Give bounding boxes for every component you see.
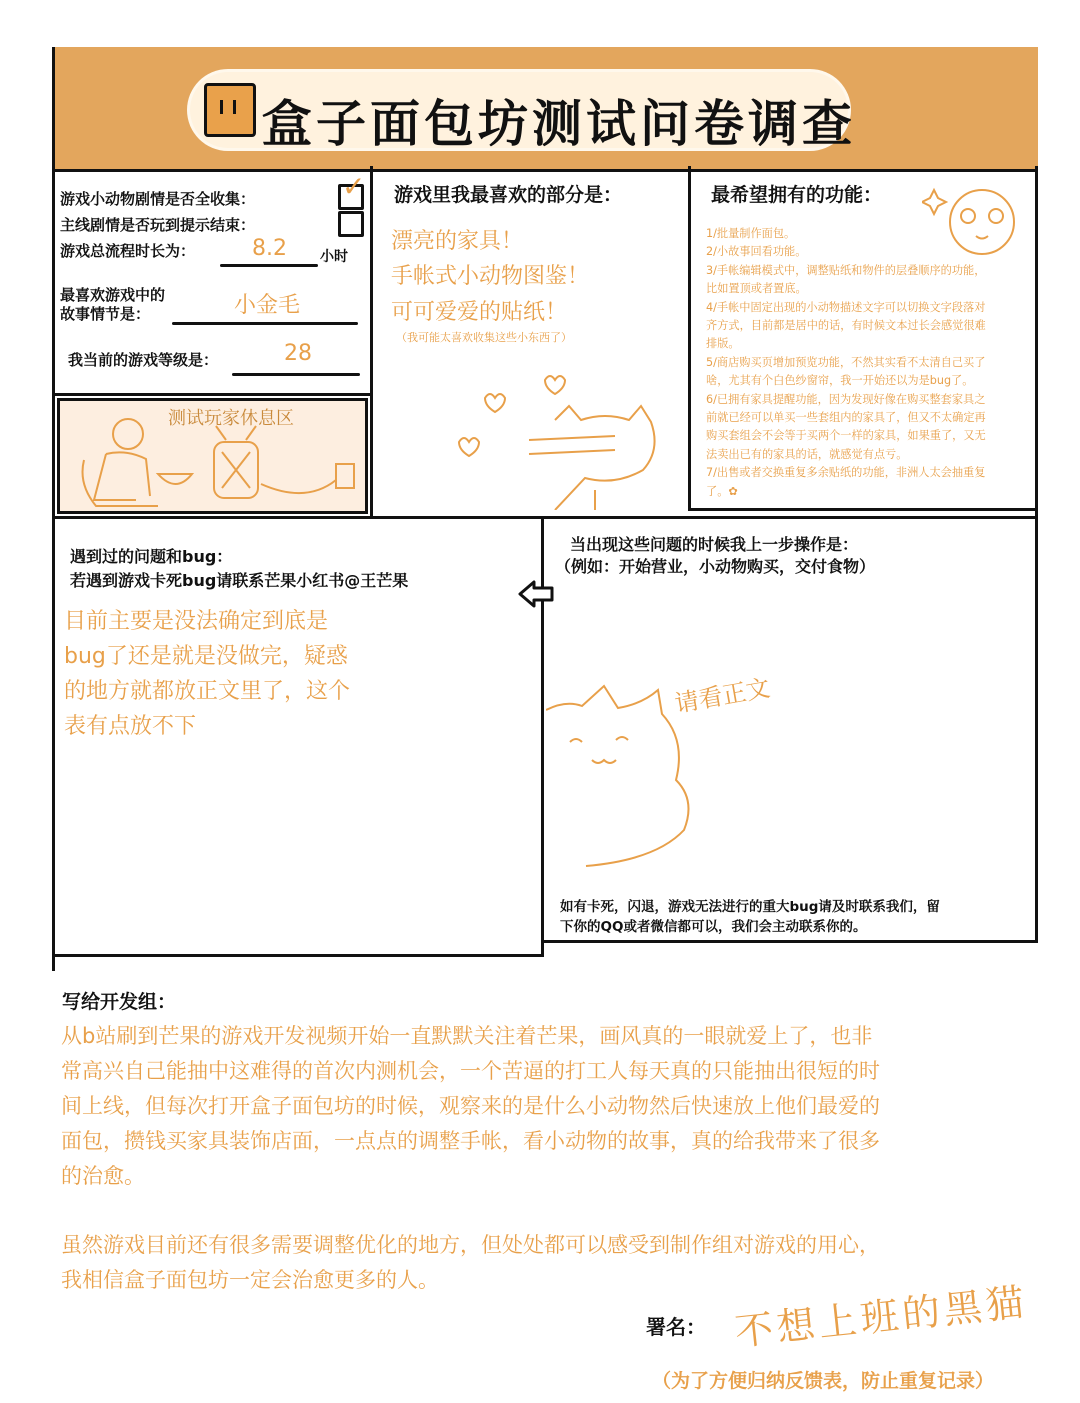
letter-line: 间上线，但每次打开盒子面包坊的时候，观察来的是什么小动物然后快速放上他们最爱的 <box>61 1094 880 1118</box>
wish-feature-line: 1/批量制作面包。 <box>706 227 796 240</box>
duration-label: 游戏总流程时长为： <box>60 242 196 260</box>
steps-answer: 请看正文 <box>672 673 773 719</box>
main-story-label: 主线剧情是否玩到提示结束： <box>60 216 256 234</box>
steps-notice-line2: 下你的QQ或者微信都可以，我们会主动联系你的。 <box>560 919 867 935</box>
wish-feature-line: 齐方式，目前都是居中的话，有时候文本过长会感觉很难 <box>706 319 986 333</box>
rest-area-label: 测试玩家休息区 <box>168 408 294 429</box>
steps-heading: 当出现这些问题的时候我上一步操作是： <box>570 535 859 554</box>
divider-h-bottom <box>52 954 544 957</box>
letter-line: 的治愈。 <box>61 1164 145 1188</box>
wish-feature-line: 啥，尤其有个白色纱窗帘，我一开始还以为是bug了。 <box>706 374 974 388</box>
letter-line: 虽然游戏目前还有很多需要调整优化的地方，但处处都可以感受到制作组对游戏的用心， <box>61 1233 880 1257</box>
main-story-checkbox[interactable] <box>338 211 364 237</box>
level-value: 28 <box>284 341 312 366</box>
wish-feature-line: 6/已拥有家具提醒功能，因为发现好像在购买整套家具之 <box>706 392 986 406</box>
duration-value: 8.2 <box>252 236 287 261</box>
duration-underline <box>220 264 318 267</box>
level-label: 我当前的游戏等级是： <box>68 351 219 369</box>
check-mark-icon: ✓ <box>342 170 366 203</box>
steps-notice-line1: 如有卡死，闪退，游戏无法进行的重大bug请及时联系我们，留 <box>560 899 940 915</box>
collect-label: 游戏小动物剧情是否全收集： <box>60 190 256 208</box>
wish-feature-line: 了。✿ <box>706 484 738 498</box>
bugs-answer <box>64 604 350 744</box>
wish-feature-line: 购买套组会不会等于买两个一样的家具，如果重了，又无 <box>706 429 986 443</box>
favorite-item: 可可爱爱的贴纸！ <box>391 300 568 325</box>
wish-feature-line: 前就已经可以单买一些套组内的家具了，但又不太确定再 <box>706 411 986 425</box>
bugs-answer-line: 表有点放不下 <box>64 714 197 739</box>
divider-v2 <box>688 166 691 510</box>
favorite-item: 漂亮的家具！ <box>391 229 524 254</box>
box-icon <box>204 83 256 137</box>
level-underline <box>232 373 360 376</box>
letter-paragraph-2 <box>61 1228 880 1298</box>
bugs-answer-line: 的地方就都放正文里了，这个 <box>64 679 351 704</box>
signature: 不想上班的黑猫 <box>732 1279 1030 1355</box>
frame-left-border <box>52 47 55 971</box>
letter-line: 常高兴自己能抽中这难得的首次内测机会，一个苦逼的打工人每天真的只能抽出很短的时 <box>61 1059 880 1083</box>
letter-line: 面包，攒钱买家具装饰店面，一点点的调整手帐，看小动物的故事，真的给我带来了很多 <box>61 1129 880 1153</box>
wish-feature-line: 4/手帐中固定出现的小动物描述文字可以切换文字段落对 <box>706 300 986 314</box>
bugs-contact: 若遇到游戏卡死bug请联系芒果小红书@王芒果 <box>70 571 409 590</box>
letter-line: 从b站刷到芒果的游戏开发视频开始一直默默关注着芒果，画风真的一眼就爱上了，也非 <box>61 1024 873 1048</box>
wish-feature-line: 排版。 <box>706 337 740 351</box>
fav-story-value: 小金毛 <box>234 293 301 318</box>
wish-feature-line: 法卖出已有的家具的话，就感觉有点亏。 <box>706 447 908 461</box>
frame-right-border <box>1035 166 1038 942</box>
letter-heading: 写给开发组： <box>62 991 177 1013</box>
fav-story-label-1: 最喜欢游戏中的 <box>60 286 166 304</box>
divider-h-steps <box>541 940 1038 943</box>
wish-features-list <box>706 225 1032 501</box>
favorite-parts-heading: 游戏里我最喜欢的部分是： <box>394 184 623 206</box>
cat-peek-illustration <box>546 680 716 870</box>
favorite-note: （我可能太喜欢收集这些小东西了） <box>396 331 572 344</box>
fav-story-underline <box>172 322 358 325</box>
bugs-answer-line: bug了还是就是没做完，疑惑 <box>64 644 348 669</box>
cat-hearts-illustration <box>445 360 675 510</box>
steps-example: （例如：开始营业，小动物购买，交付食物） <box>555 557 876 576</box>
wish-feature-line: 7/出售或者交换重复多余贴纸的功能，非洲人太会抽重复 <box>706 466 986 480</box>
wish-feature-line: 3/手帐编辑模式中，调整贴纸和物件的层叠顺序的功能， <box>706 263 986 277</box>
rest-area-illustration <box>66 404 366 512</box>
wish-feature-line: 比如置顶或者置底。 <box>706 282 807 296</box>
footnote: （为了方便归纳反馈表，防止重复记录） <box>652 1370 995 1392</box>
letter-line: 我相信盒子面包坊一定会治愈更多的人。 <box>61 1268 439 1292</box>
fav-story-label-2: 故事情节是： <box>60 305 151 323</box>
divider-rest-top <box>52 393 372 396</box>
wish-feature-line: 2/小故事回看功能。 <box>706 245 807 259</box>
divider-h-mid <box>52 516 1038 519</box>
divider-v1 <box>370 166 373 518</box>
wish-features-heading: 最希望拥有的功能： <box>711 184 883 206</box>
letter-paragraph-1 <box>61 1019 880 1194</box>
bugs-heading: 遇到过的问题和bug： <box>70 547 233 566</box>
bugs-answer-line: 目前主要是没法确定到底是 <box>64 609 329 634</box>
divider-h-right <box>688 508 1038 511</box>
arrow-left-icon <box>516 578 556 610</box>
favorite-item: 手帐式小动物图鉴！ <box>391 264 590 289</box>
duration-unit: 小时 <box>320 249 348 265</box>
signature-label: 署名： <box>646 1315 706 1339</box>
page-title: 盒子面包坊测试问卷调查 <box>262 95 856 153</box>
wish-feature-line: 5/商店购买页增加预览功能，不然其实看不太清自己买了 <box>706 355 986 369</box>
